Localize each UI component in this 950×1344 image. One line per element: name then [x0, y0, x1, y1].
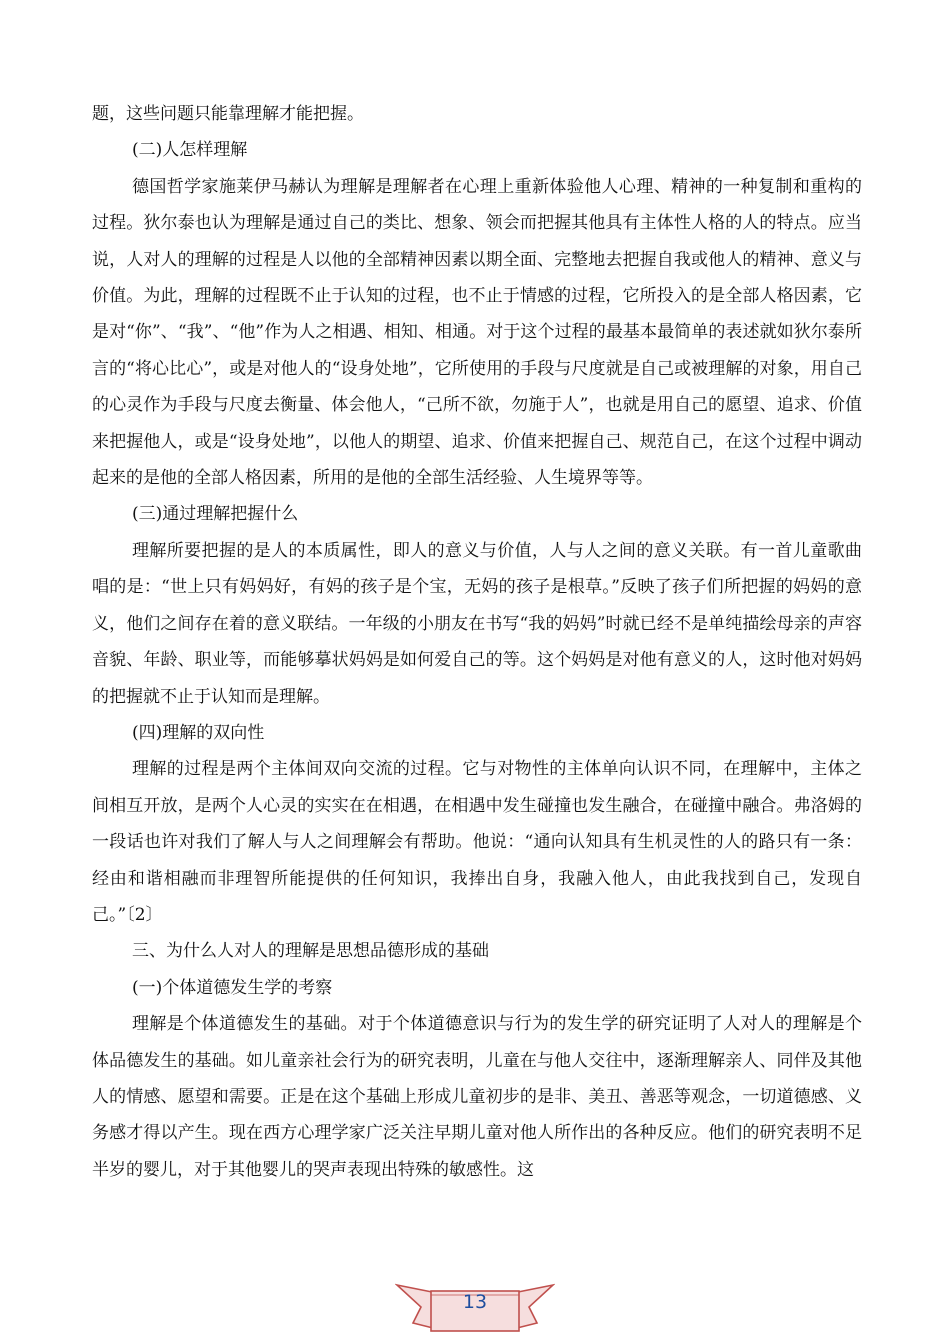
- body-paragraph: 理解的过程是两个主体间双向交流的过程。它与对物性的主体单向认识不同，在理解中，主体之间相互开放，是两个人心灵的实实在在相遇，在相遇中发生碰撞也发生融合，在碰撞中融合。弗洛姆的一段话也许对我们了解人与人之间理解会有帮助。他说：“通向认知具有生机灵性的人的路只有一条：经由和谐相融而非理智所能提供的任何知识，我捧出自身，我融入他人，由此我找到自己，发现自己。”〔2〕: [92, 759, 862, 925]
- body-paragraph: 德国哲学家施莱伊马赫认为理解是理解者在心理上重新体验他人心理、精神的一种复制和重构的过程。狄尔泰也认为理解是通过自己的类比、想象、领会而把握其他具有主体性人格的人的特点。应当说，人对人的理解的过程是人以他的全部精神因素以期全面、完整地去把握自我或他人的精神、意义与价值。为此，理解的过程既不止于认知的过程，也不止于情感的过程，它所投入的是全部人格因素，它是对“你”、“我”、“他”作为人之相遇、相知、相通。对于这个过程的最基本最简单的表述就如狄尔泰所言的“将心比心”，或是对他人的“设身处地”，它所使用的手段与尺度就是自己或被理解的对象，用自己的心灵作为手段与尺度去衡量、体会他人，“己所不欲，勿施于人”，也就是用自己的愿望、追求、价值来把握他人，或是“设身处地”，以他人的期望、追求、价值来把握自己、规范自己，在这个过程中调动起来的是他的全部人格因素，所用的是他的全部生活经验、人生境界等等。: [92, 176, 862, 489]
- continuation-paragraph: 题，这些问题只能靠理解才能把握。: [92, 104, 364, 124]
- page-number: 13: [462, 1291, 488, 1313]
- page-number-badge: [395, 1279, 555, 1335]
- body-paragraph: 理解所要把握的是人的本质属性，即人的意义与价值，人与人之间的意义关联。有一首儿童歌曲唱的是：“世上只有妈妈好，有妈的孩子是个宝，无妈的孩子是根草。”反映了孩子们所把握的妈妈的意义，他们之间存在着的意义联结。一年级的小朋友在书写“我的妈妈”时就已经不是单纯描绘母亲的声容音貌、年龄、职业等，而能够摹状妈妈是如何爱自己的等。这个妈妈是对他有意义的人，这时他对妈妈的把握就不止于认知而是理解。: [92, 540, 862, 707]
- section-heading: (二)人怎样理解: [132, 140, 248, 161]
- chapter-heading: 三、为什么人对人的理解是思想品德形成的基础: [132, 941, 489, 962]
- document-body: [92, 96, 862, 1188]
- section-heading: (三)通过理解把握什么: [132, 504, 299, 525]
- section-heading: (一)个体道德发生学的考察: [132, 977, 333, 998]
- body-paragraph: 理解是个体道德发生的基础。对于个体道德意识与行为的发生学的研究证明了人对人的理解是个体品德发生的基础。如儿童亲社会行为的研究表明，儿童在与他人交往中，逐渐理解亲人、同伴及其他人的情感、愿望和需要。正是在这个基础上形成儿童初步的是非、美丑、善恶等观念，一切道德感、义务感才得以产生。现在西方心理学家广泛关注早期儿童对他人所作出的各种反应。他们的研究表明不足半岁的婴儿，对于其他婴儿的哭声表现出特殊的敏感性。这: [92, 1014, 862, 1180]
- section-heading: (四)理解的双向性: [132, 722, 265, 743]
